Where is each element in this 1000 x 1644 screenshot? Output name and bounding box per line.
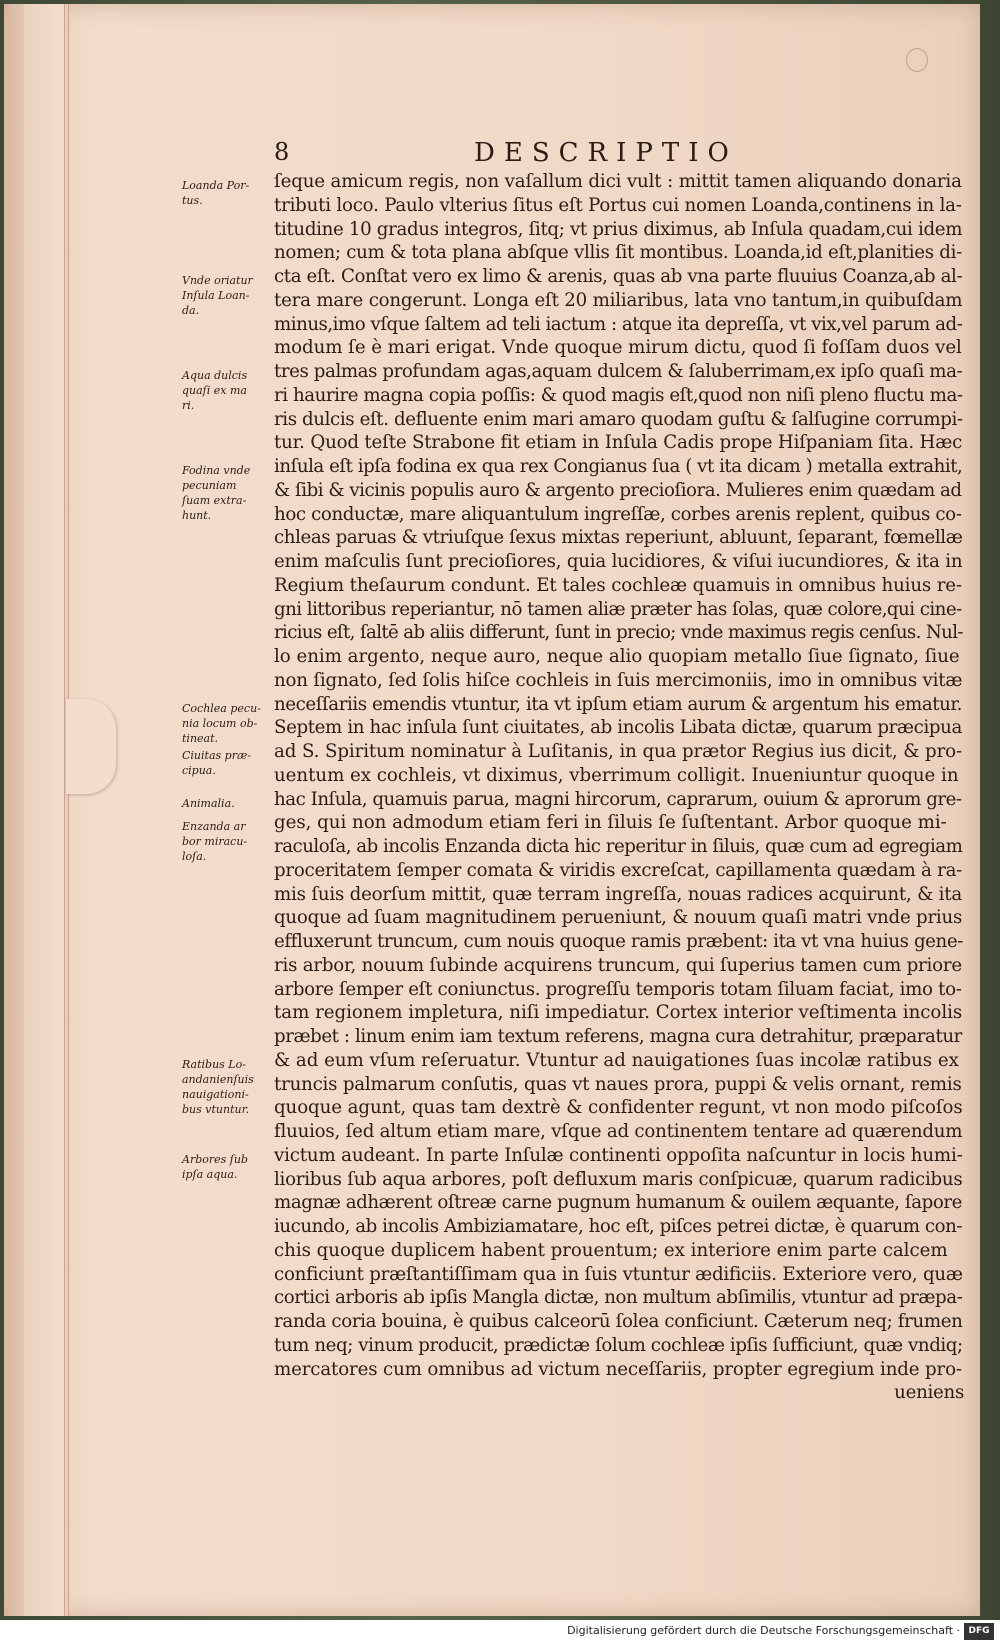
- footer-credit: Digitalisierung gefördert durch die Deutsche Forschungsgemeinschaft ·: [567, 1624, 960, 1637]
- text-line: tur. Quod teſte Strabone fit etiam in Inſula Cadis prope Hiſpaniam ſita. Hæc: [274, 432, 963, 454]
- text-line: Regium theſaurum condunt. Et tales cochleæ quamuis in omnibus huius re-: [274, 574, 962, 596]
- text-line: chleas paruas & vtriuſque ſexus mixtas reperiunt, abluunt, ſeparant, fœmellæ: [274, 527, 963, 549]
- marginal-note: [182, 796, 272, 811]
- marginal-note-line: Fodina vnde: [182, 464, 251, 477]
- text-line: ſeque amicum regis, non vaſallum dici vult : mittit tamen aliquando donaria: [274, 171, 962, 192]
- marginal-note-line: pecuniam: [182, 479, 237, 492]
- text-line: fluuios, ſed altum etiam mare, vſque ad continentem tentare ad quærendum: [274, 1121, 963, 1142]
- text-line: tributi loco. Paulo vlterius ſitus eſt Portus cui nomen Loanda,continens in la-: [274, 194, 962, 216]
- text-line: ri haurire magna copia poſſis: & quod magis eſt,quod non niſi pleno fluctu ma-: [274, 384, 963, 406]
- text-line: ges, qui non admodum etiam feri in ſiluis ſe ſuſtentant. Arbor quoque mi-: [274, 812, 947, 834]
- marginal-note-line: tus.: [182, 194, 203, 207]
- text-line: neceſſariis emendis vtuntur, ita vt ipſum etiam aurum & argentum his ematur.: [274, 693, 963, 715]
- text-line: cta eſt. Conſtat vero ex limo & arenis, quas ab vna parte fluuius Coanza,ab al-: [274, 266, 963, 287]
- marginal-note-line: loſa.: [182, 850, 207, 864]
- text-line: ad S. Spiritum nominatur à Luſitanis, in qua prætor Regius ius dicit, & pro-: [274, 741, 963, 762]
- text-line: mis ſuis deorſum mittit, quæ terram ingreſſa, nouas radices acquirunt, & ita: [274, 883, 963, 905]
- marginal-note-line: Ratibus Lo-: [182, 1057, 246, 1071]
- text-line: hoc conductæ, mare aliquantulum ingreſſæ, corbes arenis replent, quibus co-: [274, 503, 962, 525]
- marginal-note-line: ipſa aqua.: [182, 1167, 238, 1181]
- marginal-note: [182, 273, 272, 318]
- marginal-note-line: da.: [182, 304, 200, 317]
- text-line: modum ſe è mari erigat. Vnde quoque mirum dictu, quod ſi foſſam duos vel: [274, 337, 962, 359]
- text-line: tera mare congerunt. Longa eſt 20 miliaribus, lata vno tantum,in quibuſdam: [274, 289, 963, 311]
- marginal-note-line: Ciuitas præ-: [182, 749, 252, 762]
- marginal-note: [182, 178, 272, 208]
- marginal-note-line: nia locum ob-: [182, 716, 258, 730]
- marginal-note-line: tineat.: [182, 731, 219, 745]
- marginal-note-line: quaſi ex ma: [182, 384, 247, 397]
- marginal-note: [182, 1057, 272, 1117]
- text-line: gni littoribus reperiantur, nō tamen aliæ præter has ſolas, quæ colore,qui cine-: [274, 598, 962, 620]
- page-header: [274, 138, 954, 174]
- text-line: inſula eſt ipſa fodina ex qua rex Congianus ſua ( vt ita dicam ) metalla extrahit,: [274, 456, 963, 477]
- marginal-note-line: cipua.: [182, 764, 216, 777]
- marginal-note-line: Arbores ſub: [182, 1152, 248, 1166]
- text-line: randa coria bouina, è quibus calceorū ſolea conficiunt. Cæterum neq; frumen: [274, 1311, 963, 1332]
- text-line: lioribus ſub aqua arbores, poſt defluxum maris conſpicuæ, quarum radicibus: [274, 1168, 963, 1190]
- marginal-note: [182, 1152, 272, 1182]
- text-line: uentum ex cochleis, vt diximus, vberrimum colligit. Inueniuntur quoque in: [274, 764, 959, 786]
- marginal-note-line: hunt.: [182, 509, 212, 522]
- text-line: Septem in hac inſula ſunt ciuitates, ab incolis Libata dictæ, quarum præcipua: [274, 717, 962, 739]
- text-line: chis quoque duplicem habent prouentum; ex interiore enim parte calcem: [274, 1239, 948, 1261]
- text-line: hac Inſula, quamuis parua, magni hircorum, caprarum, ouium & aprorum gre-: [274, 788, 962, 810]
- text-line: tum neq; vinum producit, prædictæ ſolum cochleæ ipſis ſufficiunt, quæ vndiq;: [274, 1334, 963, 1356]
- text-line: lo enim argento, neque auro, neque alio quopiam metallo ſiue ſignato, ſiue: [274, 646, 960, 667]
- text-line: raculoſa, ab incolis Enzanda dicta hic reperitur in ſiluis, quæ cum ad egregiam: [274, 836, 963, 857]
- marginal-note: [182, 368, 272, 413]
- main-text-block: [182, 170, 964, 1405]
- text-line: arbore ſemper eſt coniunctus. progreſſu temporis totam ſiluam faciat, imo to-: [274, 978, 962, 1000]
- folio-number: 8: [274, 138, 290, 166]
- running-head: DESCRIPTIO: [474, 138, 738, 168]
- folded-page-edge-inner: [24, 4, 65, 1616]
- marginal-note-line: Loanda Por-: [182, 179, 250, 192]
- text-line: magnæ adhærent oſtreæ carne pugnum humanum & ouilem æquante, ſapore: [274, 1192, 962, 1214]
- marginal-note-line: nauigationi-: [182, 1087, 249, 1101]
- text-line: quoque agunt, quas tam dextrè & confidenter regunt, vt non modo piſcoſos: [274, 1097, 963, 1119]
- marginal-note-line: Enzanda ar: [182, 820, 246, 834]
- text-line: nomen; cum & tota plana abſque vllis ſit montibus. Loanda,id eſt,planities di-: [274, 242, 963, 264]
- text-lines: [274, 170, 964, 1405]
- marginal-note-line: bor miracu-: [182, 835, 248, 849]
- text-line: tam regionem impletura, niſi impediatur. Cortex interior veſtimenta incolis: [274, 1002, 963, 1024]
- text-line: victum audeant. In parte Inſulæ continenti oppoſita naſcuntur in locis humi-: [274, 1144, 963, 1166]
- digitization-footer: [0, 1620, 1000, 1644]
- text-line: ris dulcis eſt. defluente enim mari amaro quodam guſtu & ſalſugine corrumpi-: [274, 408, 963, 430]
- marginal-note-line: ſuam extra-: [182, 494, 247, 507]
- marginal-note-line: Animalia.: [182, 796, 235, 810]
- marginal-note-line: bus vtuntur.: [182, 1102, 250, 1116]
- text-line: tres palmas profundam agas,aquam dulcem & ſaluberrimam,ex ipſo quaſi ma-: [274, 361, 963, 382]
- marginal-note-line: Aqua dulcis: [182, 369, 248, 382]
- page-fold-tab: [66, 699, 116, 794]
- book-page: [4, 4, 980, 1616]
- text-line: mercatores cum omnibus ad victum neceſſariis, propter egregium inde pro-: [274, 1358, 962, 1380]
- text-line: cortici arboris ab ipſis Mangla dictæ, non multum abſimilis, vtuntur ad præpa-: [274, 1287, 963, 1309]
- text-line: titudine 10 gradus integros, ſitq; vt prius diximus, ab Inſula quadam,cui idem: [274, 218, 963, 240]
- text-line: & ſibi & vicinis populis auro & argento precioſiora. Mulieres enim quædam ad: [274, 479, 962, 501]
- marginal-note-line: Cochlea pecu-: [182, 701, 261, 715]
- text-line: proceritatem ſemper comata & viridis excreſcat, capillamenta quædam à ra-: [274, 859, 963, 881]
- text-line: non ſignato, ſed ſolis hiſce cochleis in ſuis mercimoniis, imo in omnibus vitæ: [274, 669, 963, 691]
- text-line: præbet : linum enim iam textum referens, magna cura detrahitur, præparatur: [274, 1026, 962, 1047]
- marginal-note-line: ri.: [182, 399, 195, 412]
- text-line: conficiunt præſtantiſſimam qua in ſuis vtuntur ædificiis. Exteriore vero, quæ: [274, 1263, 963, 1285]
- text-line: & ad eum vſum reſeruatur. Vtuntur ad nauigationes ſuas incolæ ratibus ex: [274, 1049, 959, 1071]
- marginal-note: [182, 748, 272, 778]
- text-line: ris arbor, nouum ſubinde acquirens truncum, qui ſuperius tamen cum priore: [274, 954, 962, 976]
- text-line: enim maſculis ſunt precioſiores, quia lucidiores, & viſui iucundiores, & ita in: [274, 551, 963, 572]
- text-line: minus,imo vſque ſaltem ad teli iactum : atque ita depreſſa, vt vix,vel parum ad-: [274, 313, 963, 335]
- marginal-note-line: Vnde oriatur: [182, 274, 253, 287]
- text-line: ueniens: [894, 1382, 964, 1404]
- text-line: truncis palmarum conſutis, quas vt naues prora, puppi & velis ornant, remis: [274, 1073, 962, 1095]
- marginal-note-line: andanienſuis: [182, 1072, 254, 1086]
- marginal-note: [182, 819, 272, 864]
- marginal-note: [182, 701, 272, 746]
- text-line: quoque ad ſuam magnitudinem perueniunt, & nouum quaſi matri vnde prius: [274, 907, 963, 929]
- text-line: iucundo, ab incolis Ambiziamatare, hoc eſt, piſces petrei dictæ, è quarum con-: [274, 1216, 963, 1237]
- library-stamp: [906, 48, 928, 72]
- dfg-logo-icon: DFG: [964, 1623, 994, 1640]
- marginal-note-line: Inſula Loan-: [182, 289, 250, 302]
- text-line: ricius eſt, ſaltē ab aliis differunt, ſunt in precio; vnde maximus regis cenſus. Nul-: [274, 622, 963, 644]
- marginal-note: [182, 463, 272, 523]
- text-line: effluxerunt truncum, cum nouis quoque ramis præbent: ita vt vna huius gene-: [274, 931, 963, 952]
